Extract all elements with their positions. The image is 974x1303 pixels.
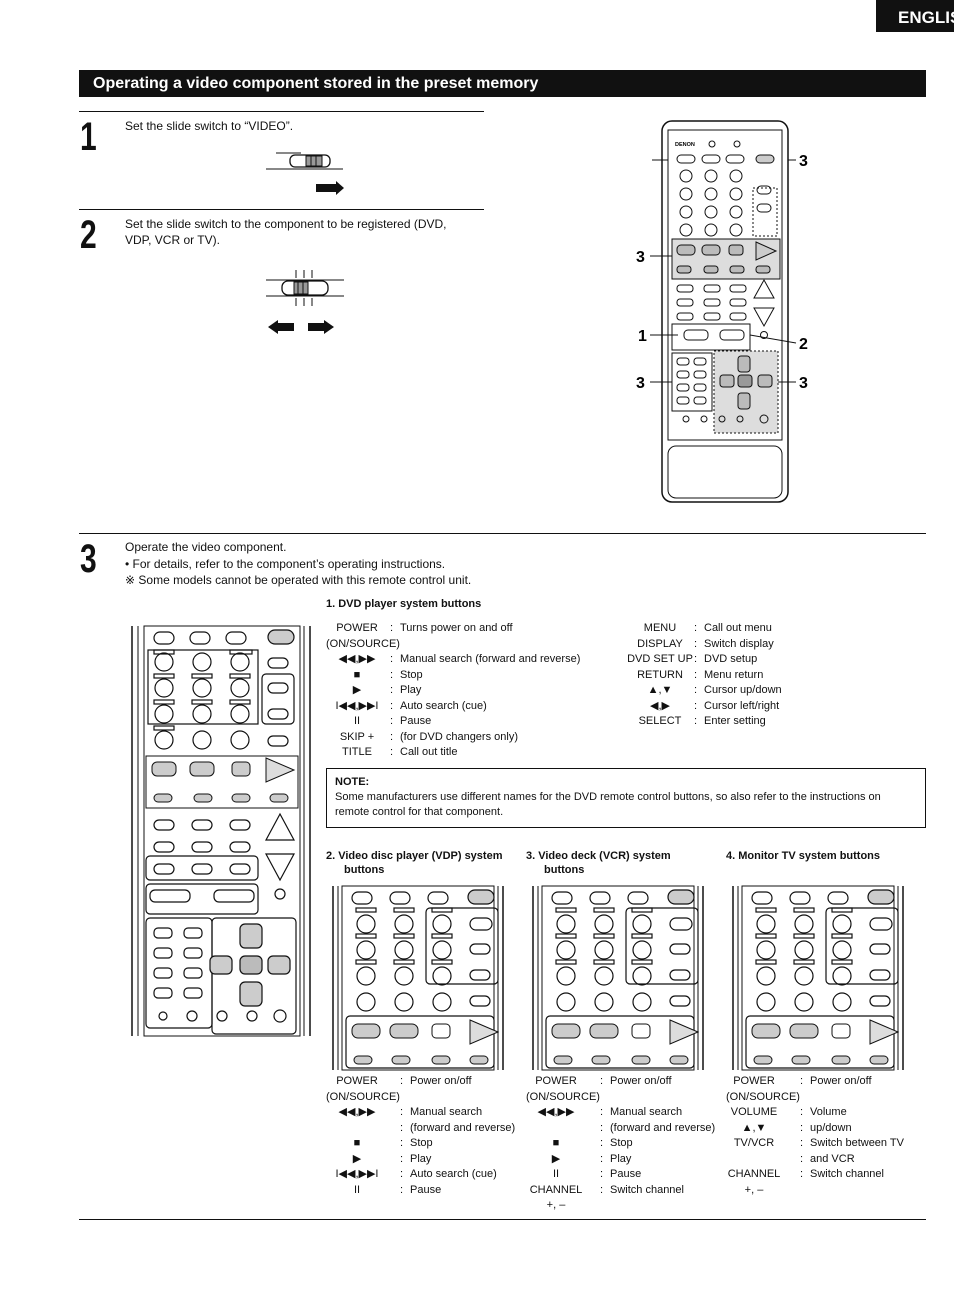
divider [79,533,926,534]
button-description: Manual search [410,1106,483,1118]
button-description: Power on/off [410,1075,472,1087]
button-description: Turns power on and off [400,622,513,634]
separator: : [800,1075,804,1087]
separator: : [400,1183,404,1196]
button-name: ▲,▼ [647,684,673,696]
remote-control-illustration [632,118,812,506]
list-item [726,1105,926,1121]
separator: : [390,653,394,665]
list-item [326,714,626,730]
step-2-text-line2: VDP, VCR or TV). [125,233,220,247]
step-3-text-line3: ※ Some models cannot be operated with this remote control unit. [125,573,472,587]
step-number-1: 1 [80,115,97,159]
button-description: Play [410,1152,432,1165]
button-description: Call out title [400,746,458,758]
vdp-heading-line1: 2. Video disc player (VDP) system [326,850,503,862]
step-number-2: 2 [80,213,97,257]
separator: : [390,699,394,712]
button-name: (ON/SOURCE) [326,637,400,650]
list-item [326,1152,526,1168]
separator: : [800,1106,804,1118]
callout-3: 3 [799,375,808,392]
list-item [626,699,926,715]
button-name: VOLUME [730,1106,778,1118]
button-description: Cursor left/right [704,699,780,712]
button-name: RETURN [637,668,683,681]
button-description: Volume [810,1106,847,1118]
list-item [726,1136,926,1152]
button-description: (forward and reverse) [610,1121,716,1134]
separator: : [400,1121,404,1134]
button-name: II [552,1168,560,1180]
button-description: (for DVD changers only) [400,730,518,743]
separator: : [800,1152,804,1165]
list-item [526,1105,726,1121]
list-item [626,683,926,699]
button-description: Manual search (forward and reverse) [400,653,581,665]
vcr-list [526,1074,726,1214]
separator: : [800,1121,804,1134]
list-item [326,621,626,637]
separator: : [694,684,698,696]
vdp-heading [326,849,526,877]
button-name: (ON/SOURCE) [326,1090,400,1103]
list-item [326,1105,526,1121]
button-name: DVD SET UP [627,653,693,665]
separator: : [600,1168,604,1180]
button-name: (ON/SOURCE) [526,1090,600,1103]
button-description: Stop [610,1137,633,1149]
callout-3: 3 [636,375,645,392]
button-name: TITLE [342,746,372,758]
divider [79,111,484,112]
vcr-heading-line1: 3. Video deck (VCR) system [526,850,671,862]
list-item [326,745,626,761]
step-3-text-line1: Operate the video component. [125,540,287,554]
dvd-left-list [326,621,626,761]
list-item [326,668,626,684]
list-item [326,730,626,746]
note-box [326,768,926,828]
separator: : [400,1137,404,1149]
button-description: Switch between TV [810,1137,904,1149]
list-item [626,714,926,730]
remote-vdp-illustration [330,884,510,1074]
list-item [526,1183,726,1199]
remote-vcr-illustration [530,884,710,1074]
list-item [626,668,926,684]
list-item [626,637,926,653]
button-name: SKIP + [339,730,375,743]
list-item [626,652,926,668]
section-title: Operating a video component stored in the preset memory [79,70,926,97]
button-name: ◀,▶ [650,699,670,712]
button-name: POWER [535,1075,577,1087]
button-name: CHANNEL [529,1183,583,1196]
step-1-text: Set the slide switch to “VIDEO”. [125,119,294,133]
separator: : [800,1137,804,1149]
separator: : [600,1137,604,1149]
list-item [626,621,926,637]
separator: : [390,715,394,727]
button-description: DVD setup [704,653,758,665]
list-item [326,1090,526,1106]
button-name: TV/VCR [733,1137,775,1149]
button-description: Power on/off [810,1075,872,1087]
button-name: DISPLAY [637,637,683,650]
separator: : [694,699,698,712]
list-item [526,1121,726,1137]
list-item [726,1090,926,1106]
list-item [726,1121,926,1137]
separator: : [600,1075,604,1087]
separator: : [694,637,698,650]
list-item [326,652,626,668]
list-item [326,1183,526,1199]
list-item [726,1167,926,1183]
divider [79,1219,926,1220]
vcr-heading-line2: buttons [544,864,585,876]
tv-list [726,1074,926,1198]
button-description: Power on/off [610,1075,672,1087]
separator: : [400,1106,404,1118]
button-description: Switch channel [610,1183,684,1196]
button-name: (ON/SOURCE) [726,1090,800,1103]
list-item [326,1121,526,1137]
separator: : [390,684,394,696]
button-name: ◀◀,▶▶ [338,1106,376,1118]
button-description: up/down [810,1121,852,1134]
separator: : [390,730,394,743]
button-name: I◀◀,▶▶I [335,1168,379,1180]
language-tab: ENGLISH [876,0,954,32]
button-name: II [353,1183,361,1196]
button-name: POWER [336,622,378,634]
step-2-text-line1: Set the slide switch to the component to be registered (DVD, [125,217,447,231]
list-item [726,1152,926,1168]
button-name: ◀◀,▶▶ [338,653,376,665]
button-name: POWER [733,1075,775,1087]
divider [79,209,484,210]
separator: : [600,1183,604,1196]
button-name: ▶ [352,1152,362,1165]
list-item [726,1183,926,1199]
button-description: Switch display [704,637,774,650]
list-item [526,1136,726,1152]
list-item [326,1136,526,1152]
button-description: (forward and reverse) [410,1121,516,1134]
list-item [726,1074,926,1090]
list-item [326,637,626,653]
step-3-text-line2: • For details, refer to the component’s operating instructions. [125,557,446,571]
separator: : [600,1121,604,1134]
button-name: POWER [336,1075,378,1087]
button-name: I◀◀,▶▶I [335,699,379,712]
separator: : [390,746,394,758]
button-description: and VCR [810,1152,855,1165]
button-name: +, – [546,1199,566,1211]
separator: : [694,653,698,665]
step-number-3: 3 [80,537,97,581]
button-description: Cursor up/down [704,684,782,696]
separator: : [694,668,698,681]
button-description: Call out menu [704,622,772,634]
button-description: Enter setting [704,715,766,727]
separator: : [390,622,394,634]
button-name: II [353,715,361,727]
brand-logo: DENON [675,142,695,148]
list-item [526,1167,726,1183]
list-item [526,1198,726,1214]
callout-3: 3 [636,249,645,266]
list-item [526,1074,726,1090]
button-description: Menu return [704,668,764,681]
separator: : [600,1152,604,1165]
list-item [326,683,626,699]
button-description: Switch channel [810,1168,884,1180]
button-name: ◀◀,▶▶ [537,1106,575,1118]
note-title: NOTE: [335,776,370,788]
button-name: SELECT [638,715,682,727]
separator: : [390,668,394,681]
list-item [526,1090,726,1106]
dvd-right-list [626,621,926,730]
tv-heading: 4. Monitor TV system buttons [726,850,881,862]
button-description: Stop [400,668,423,681]
button-name: +, – [744,1183,764,1196]
callout-1: 1 [638,328,647,345]
separator: : [400,1075,404,1087]
button-name: ▲,▼ [741,1121,767,1134]
callout-2: 2 [799,336,808,353]
separator: : [800,1168,804,1180]
slide-switch-component-diagram [266,268,348,334]
slide-switch-video-diagram [266,148,346,196]
button-description: Play [400,684,422,696]
button-description: Play [610,1152,632,1165]
note-text: Some manufacturers use different names for the DVD remote control buttons, so also refer to the instructions on remote control for that component. [335,791,881,818]
remote-dvd-illustration [128,622,318,1042]
button-name: ■ [353,668,361,681]
dvd-heading: 1. DVD player system buttons [326,598,482,610]
vcr-heading [526,849,726,877]
button-name: ■ [552,1137,560,1149]
vdp-heading-line2: buttons [344,864,385,876]
button-description: Pause [610,1168,642,1180]
list-item [526,1152,726,1168]
button-description: Auto search (cue) [410,1168,497,1180]
button-name: MENU [643,622,677,634]
callout-3: 3 [799,153,808,170]
button-description: Pause [410,1183,442,1196]
button-name: ■ [353,1137,361,1149]
separator: : [694,622,698,634]
button-description: Pause [400,715,432,727]
remote-tv-illustration [730,884,910,1074]
separator: : [400,1168,404,1180]
separator: : [400,1152,404,1165]
button-name: CHANNEL [727,1168,781,1180]
button-name: ▶ [551,1152,561,1165]
vdp-list [326,1074,526,1198]
list-item [326,1167,526,1183]
separator: : [694,715,698,727]
button-description: Stop [410,1137,433,1149]
button-description: Manual search [610,1106,683,1118]
list-item [326,1074,526,1090]
separator: : [600,1106,604,1118]
button-description: Auto search (cue) [400,699,487,712]
list-item [326,699,626,715]
button-name: ▶ [352,684,362,696]
